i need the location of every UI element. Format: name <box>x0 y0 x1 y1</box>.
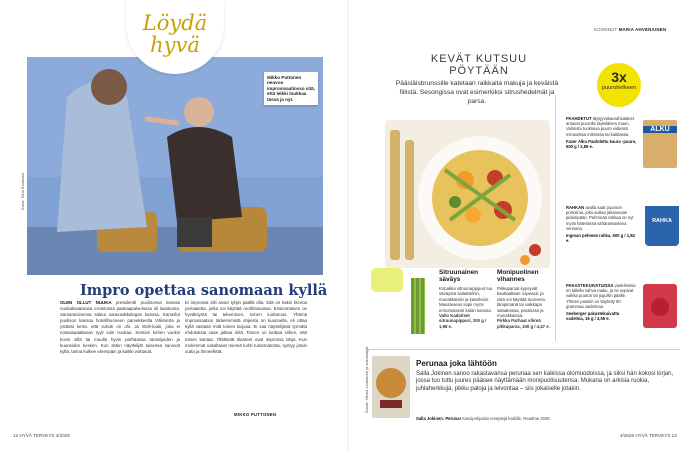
potato-source <box>416 416 551 421</box>
folio-left: 12 HYVÄ TERVEYS 4/2026 <box>13 433 70 438</box>
item-raspberry <box>566 283 638 321</box>
item-quark-text: avulla saat puuroon proteiinia, joka auttaa jaksamaan pidempään. Pehmeää rahkaa on nyt myös kätevässä vähärasvaisena versiona. <box>566 205 634 231</box>
spread-lead: Pääsiäisbrunssille katetaan raikkaita makuja ja keväistä fiilistä. Sesongissa ovat esimerkiksi sitrushedelmät ja parsa. <box>395 80 559 105</box>
article-col2-text: Ei improssa silti aivan tyhjin päällä olla. Sitä on kaksi hienoa periaatetta, jotka voi käyttää roolihamaissa. Ensimmäinen on hyväksyntä tai tekeminen, toinen luottamus. Yhtenä improvisaation tärkeimmistä ohjeista on kuunnella, eli ottaa kyllä vastaan mitä toinen tarjoaa. Ei saa näyttelijänä tyrmätä ehdotuksia vaan jatkaa niitä. Toinen on luottaa siihen, että toinen kantaa. Yllättävät tilanteet ovat improssa lahja. Kun molemmat uskaltavat mennä kohti tuntematonta, syntyy jotain uutta ja ihmeellistä. <box>185 300 307 354</box>
item-quark-heading: RAHKAN <box>566 205 585 210</box>
potato-photo-credit: Kuvat: Minna Lindström ja valmistajat <box>364 346 369 413</box>
quark-tub <box>645 200 679 246</box>
spread-title <box>404 53 554 77</box>
yellow-divider <box>555 95 556 341</box>
sub2-text: Pikkuparsat kypsyvät kauttaaltaan nopeasti, ja niitä voi käyttää tuoreena, lämpimänä tai vaikkapa salaateissa, pastoissa ja munakkaissa. <box>497 286 546 319</box>
badge-line-1: Löydä <box>142 11 208 35</box>
sub2-product: Pirkka Parhaat vihreä pikkuparsa, 100 g / 4,47 e. <box>497 318 550 329</box>
sub1-product: Valio Kadoitset sitruunapippuri, 200 g / 1,98 e. <box>439 313 487 329</box>
item-oats-product: Fazer Alku Paahdettu kaura -puuro, 500 g / 2,89 e. <box>566 138 637 150</box>
quark-tub-label: RAHKA <box>652 218 672 224</box>
article-column-2 <box>185 300 307 408</box>
badge-3x: 3x <box>611 69 627 85</box>
sub1-title: Sitruunainen säväys <box>439 269 479 284</box>
photo-caption: Mikko Puttonen neuvoo improvisaatiossa sitä, että leikki loukkaa tässä ja nyt. <box>264 72 318 105</box>
kicker-label: KOONNUT <box>594 27 618 32</box>
raspberry-package <box>643 284 677 328</box>
badge-line-2: hyvä <box>150 33 200 57</box>
potato-title: Perunaa joka lähtöön <box>416 359 497 368</box>
badge-porridge: puurohetkeen <box>601 85 637 91</box>
item-oats-text: täysjyväkaurahiutaleet antavat puurolle täyteläisen maun. Valmista tuoksuva puuro viidessä minuutissa mikrossa tai kattilassa. <box>566 116 635 137</box>
item-quark <box>566 205 638 243</box>
item-quark-product: Ingman pehmeä rahka, 500 g / 1,84 e. <box>566 233 635 244</box>
oats-package-label: ALKU <box>643 126 677 133</box>
sub2-title: Monipuolinen vihannes <box>497 269 539 284</box>
potato-source-text: Kasvipohjaisia reseptejä kaikille. Readme 2026. <box>462 416 551 421</box>
spread-title-line-1: KEVÄT KUTSUU <box>430 53 528 65</box>
lemon-pepper-jar <box>371 268 403 292</box>
photo-credit: Kuva: Tiina Koskinen <box>20 172 25 210</box>
potato-book-cover <box>372 356 410 418</box>
potato-divider <box>368 349 680 350</box>
item-oats <box>566 116 638 149</box>
asparagus-pack <box>403 268 433 340</box>
kicker <box>594 27 666 32</box>
article-title: Impro opettaa sanomaan kyllä <box>80 282 328 299</box>
item-raspberry-product: Seeberger pakastekuivattu vadelma, 15 g / 3,55 e. <box>566 311 620 322</box>
article-col1-text: presidentti puolisonsa kanssa nuokaksaaisiasa erotetussa paanaapalvelussa oli laasteosa. Samaraisinensa sakea saravaakkelegan kanssa. Karsellut puolison kanssa hotellihuoneen parvekkeelta Välimerta ja ystävät kerta. että suhde on ohi. Ja Wolt-luuki, joka ei nostaisaaaltavan ryyli vain nuokaa. Kenties kehen vuoksi kovin sillä tai muulla hyvin parhaassa tanssijoiden ja kuuneiden kesken. Kun sitten näyttelijät toisensa sanovat kyllä, tarina kulkee eteenpäin ja kaikki voittavat. <box>60 300 180 354</box>
item-oats-heading: PAAHDETUT <box>566 116 592 121</box>
item-raspberry-text: vadelmissa on tallella vahva maku, ja ne sopivat vaikka puuron tai jogurtin päälle. Yhteen pussiin on käytetty 90 grammaa vadelmaa. <box>566 283 636 309</box>
article-lead: OLEN OLLUT NUUKA <box>60 300 112 305</box>
folio-right: 4/2026 HYVÄ TERVEYS 13 <box>620 433 677 438</box>
sub1-body <box>439 286 494 329</box>
spine <box>347 0 349 450</box>
item-raspberry-heading: PAKASTEKUIVATUISSA <box>566 283 614 288</box>
oats-package <box>643 120 677 168</box>
potato-source-title: Salla Jokinen: Peruna! <box>416 416 461 421</box>
kicker-name: MARIA AHVENAINEN <box>618 27 667 32</box>
sub1-text: Kirpakka sitruunapippuri tuo säväystä salaatteihin, munakkaisiin ja kasviksiin. Mausteseos sopii myös erinomaisesti kalan kanssa. <box>439 286 493 313</box>
author-name: MIKKO PUTTONEN <box>234 412 277 417</box>
three-x-badge <box>597 63 641 107</box>
spread-title-line-2: PÖYTÄÄN <box>449 65 509 77</box>
article-column-1 <box>60 300 180 430</box>
potato-body: Salla Jokinen sanoo rakastavansa perunaa sen kaikissa olomuodoissa, ja siksi hän kokosi kirjan, jossa tuo tuttu juures pääsee näyttämään monipuolisuutensa. Mukana on arkisia ruokia, juhlaherkkuja, pikku paloja ja leivontaa – siis jokaiselle jotakin. <box>416 371 674 392</box>
salad-plate-illustration <box>385 120 550 268</box>
sub2-body <box>497 286 552 329</box>
salad-photo <box>385 120 550 268</box>
